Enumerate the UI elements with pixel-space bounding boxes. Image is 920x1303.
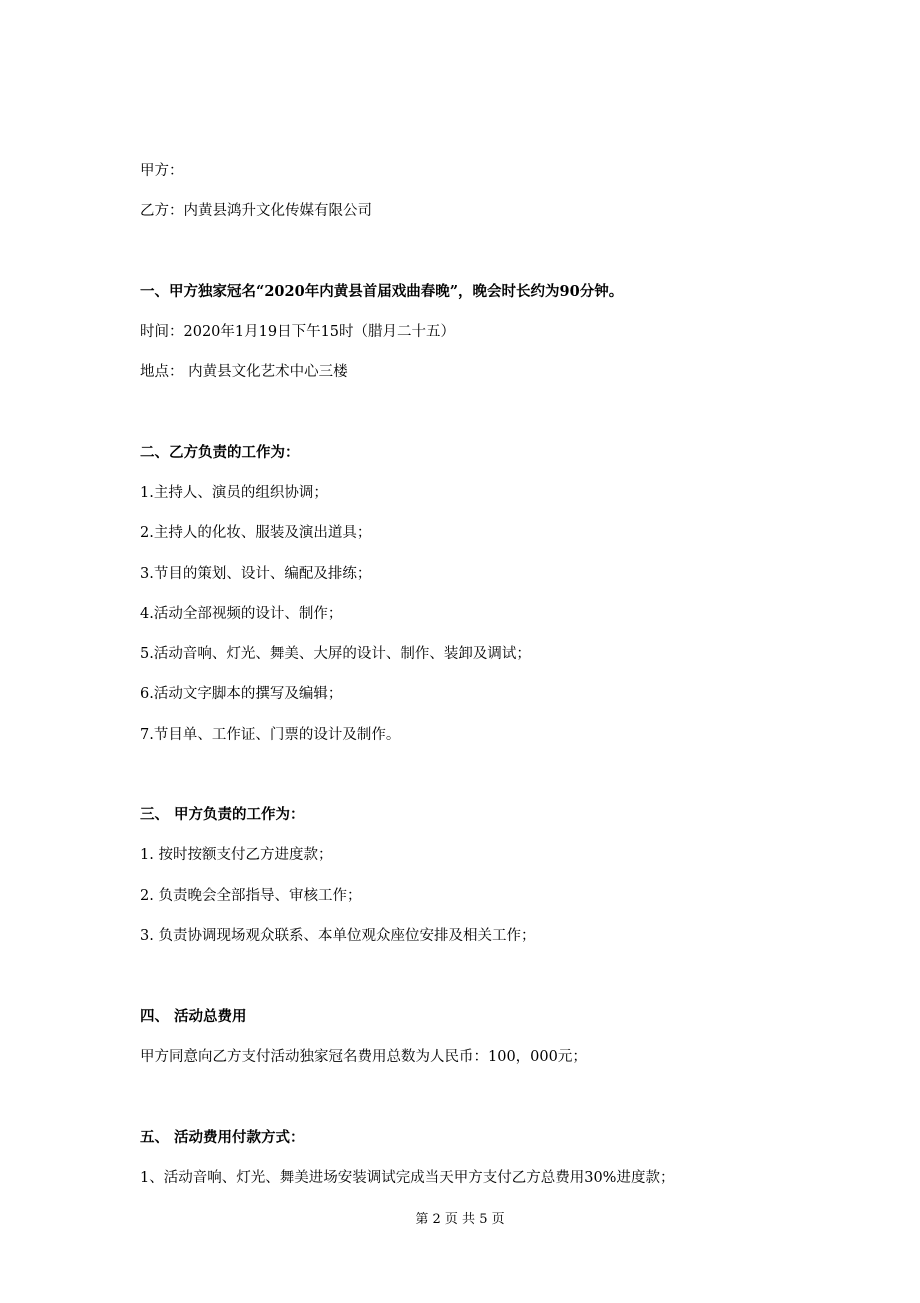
section-2-item-3: 3.节目的策划、设计、编配及排练； <box>140 566 372 582</box>
section-2-item-1: 1.主持人、演员的组织协调； <box>140 485 328 501</box>
section-2-item-4: 4.活动全部视频的设计、制作； <box>140 606 343 622</box>
section-1-heading: 一、甲方独家冠名“2020年内黄县首届戏曲春晚”，晚会时长约为90分钟。 <box>140 283 624 300</box>
section-3-heading: 三、 甲方负责的工作为： <box>140 806 305 823</box>
section-4-body: 甲方同意向乙方支付活动独家冠名费用总数为人民币：100，000元； <box>140 1049 587 1065</box>
event-place: 地点： 内黄县文化艺术中心三楼 <box>140 364 348 380</box>
party-a: 甲方： <box>140 163 184 179</box>
section-2-item-5: 5.活动音响、灯光、舞美、大屏的设计、制作、装卸及调试； <box>140 646 531 662</box>
page-number: 第 2 页 共 5 页 <box>415 1212 505 1227</box>
event-time: 时间：2020年1月19日下午15时（腊月二十五） <box>140 324 456 340</box>
section-2-item-2: 2.主持人的化妆、服装及演出道具； <box>140 525 372 541</box>
section-2-item-6: 6.活动文字脚本的撰写及编辑； <box>140 686 343 702</box>
section-2-item-7: 7.节目单、工作证、门票的设计及制作。 <box>140 727 401 743</box>
section-2-heading: 二、乙方负责的工作为： <box>140 444 300 461</box>
section-5-item-1: 1、活动音响、灯光、舞美进场安装调试完成当天甲方支付乙方总费用30%进度款； <box>140 1170 675 1186</box>
section-3-item-1: 1. 按时按额支付乙方进度款； <box>140 847 333 863</box>
party-b: 乙方：内黄县鸿升文化传媒有限公司 <box>140 203 372 219</box>
section-5-heading: 五、 活动费用付款方式： <box>140 1129 305 1146</box>
section-3-item-3: 3. 负责协调现场观众联系、本单位观众座位安排及相关工作； <box>140 928 536 944</box>
section-3-item-2: 2. 负责晚会全部指导、审核工作； <box>140 888 362 904</box>
section-4-heading: 四、 活动总费用 <box>140 1008 247 1025</box>
